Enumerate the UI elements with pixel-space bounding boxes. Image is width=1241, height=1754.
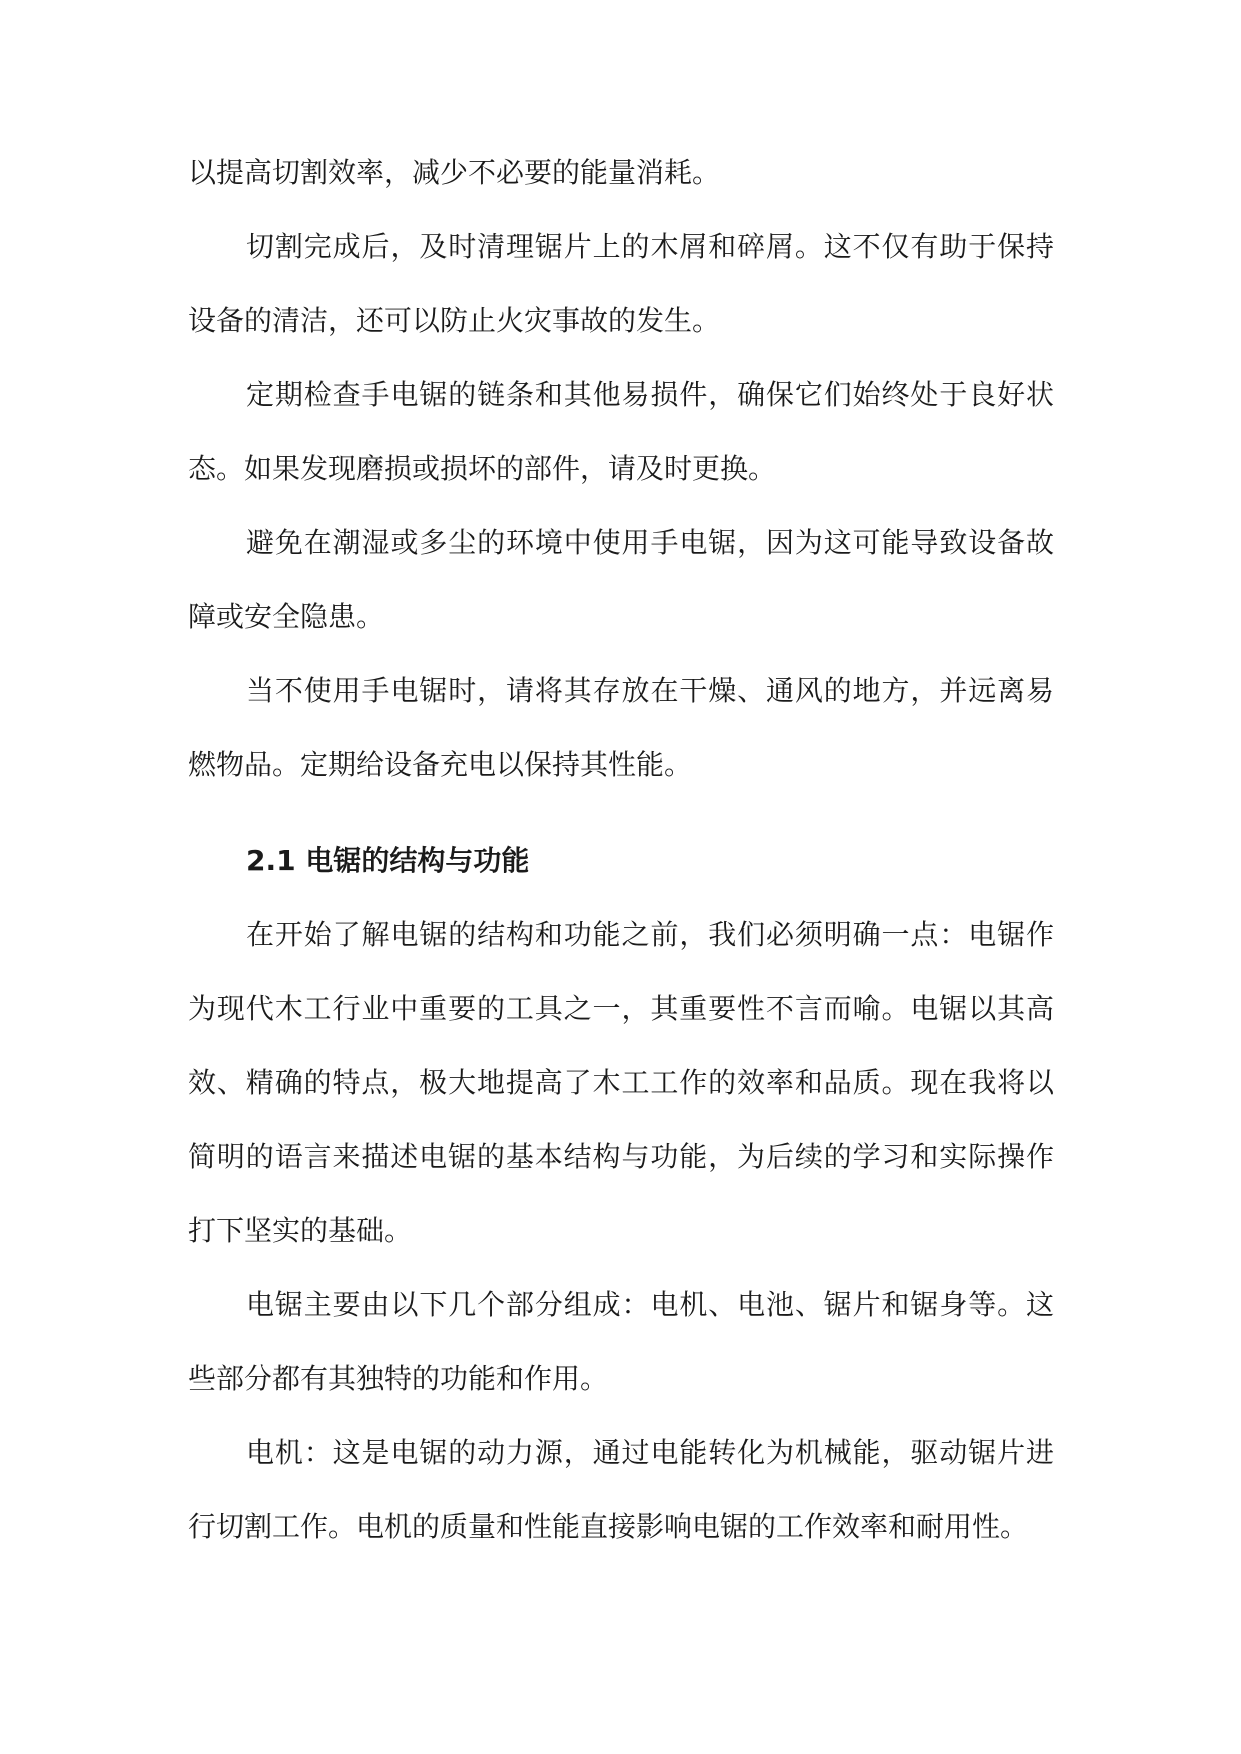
paragraph-continuation: 以提高切割效率，减少不必要的能量消耗。: [188, 156, 721, 189]
paragraph-storage: 当不使用手电锯时，请将其存放在干燥、通风的地方，并远离易燃物品。定期给设备充电以保持其性能。: [188, 674, 1054, 781]
section-heading: 2.1 电锯的结构与功能: [246, 844, 530, 877]
paragraph-environment: 避免在潮湿或多尘的环境中使用手电锯，因为这可能导致设备故障或安全隐患。: [188, 526, 1054, 633]
document-body: [188, 136, 1054, 1564]
paragraph-motor: 电机：这是电锯的动力源，通过电能转化为机械能，驱动锯片进行切割工作。电机的质量和性能直接影响电锯的工作效率和耐用性。: [188, 1436, 1054, 1543]
paragraph-components: 电锯主要由以下几个部分组成：电机、电池、锯片和锯身等。这些部分都有其独特的功能和作用。: [188, 1288, 1054, 1395]
paragraph-inspection: 定期检查手电锯的链条和其他易损件，确保它们始终处于良好状态。如果发现磨损或损坏的部件，请及时更换。: [188, 378, 1054, 485]
paragraph-intro: 在开始了解电锯的结构和功能之前，我们必须明确一点：电锯作为现代木工行业中重要的工具之一，其重要性不言而喻。电锯以其高效、精确的特点，极大地提高了木工工作的效率和品质。现在我将以简明的语言来描述电锯的基本结构与功能，为后续的学习和实际操作打下坚实的基础。: [188, 918, 1054, 1247]
paragraph-cleaning: 切割完成后，及时清理锯片上的木屑和碎屑。这不仅有助于保持设备的清洁，还可以防止火灾事故的发生。: [188, 230, 1054, 337]
